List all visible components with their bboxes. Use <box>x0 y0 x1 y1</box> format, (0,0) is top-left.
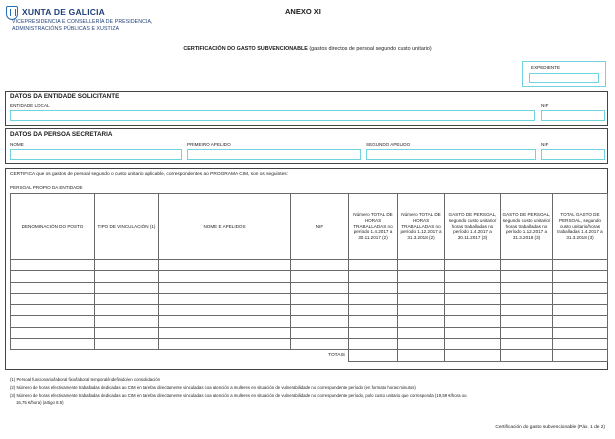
entity-section-title: DATOS DA ENTIDADE SOLICITANTE <box>10 93 120 100</box>
entity-local-label: ENTIDADE LOCAL <box>10 103 50 108</box>
secretary-name-label: NOME <box>10 142 24 147</box>
staff-table <box>10 193 608 362</box>
secretary-second-surname-field[interactable] <box>366 149 536 160</box>
footnote-1: (1) Persoal funcionario/laboral fixo/laboral temporal/indefinido/en consolidación <box>10 377 161 382</box>
header-name: NOME E APELIDOS <box>159 194 291 260</box>
logo-name: XUNTA DE GALICIA <box>22 7 106 17</box>
xunta-logo <box>6 4 186 38</box>
secretary-name-field[interactable] <box>10 149 182 160</box>
totals-row <box>11 350 608 361</box>
header-hours-period-1: Número TOTAL DE HORAS TRABALLADAS no período 1.4.2017 a 30.11.2017 (2) <box>349 194 398 260</box>
secretary-nif-field[interactable] <box>541 149 605 160</box>
table-body <box>11 260 608 362</box>
total-hours-period-1[interactable] <box>349 350 398 361</box>
page-footer: Certificación do gasto subvencionable (Páx. 1 de 2) <box>495 425 605 430</box>
total-cost-overall[interactable] <box>553 350 608 361</box>
annex-title: ANEXO XI <box>285 7 321 16</box>
certification-title <box>0 46 615 52</box>
certification-title-sub: (gastos directos de persoal segundo custo unitario) <box>309 46 432 52</box>
header-cost-period-2: GASTO DE PERSOAL, segundo custo unitario/ horas traballadas no período 1.12.2017 a 31.3.2018 (3) <box>501 194 553 260</box>
table-row <box>11 316 608 327</box>
certification-title-main: CERTIFICACIÓN DO GASTO SUBVENCIONABLE <box>183 46 308 52</box>
header-cost-period-1: GASTO DE PERSOAL, segundo custo unitario/ horas traballadas no período 1.4.2017 a 30.11.2017 (3) <box>445 194 501 260</box>
footnote-2: (2) Número de horas efectivamente traballadas dedicadas ao CIM en tarefas directamente vinculadas coa atención a mulleres en situación de vulnerabilidade no correspondente período (en formato horas:minutos) <box>10 385 416 390</box>
totals-label: TOTAIS <box>328 353 345 359</box>
table-row <box>11 305 608 316</box>
footnote-3-continued: 16,75 €/hora) (artigo 8.5) <box>16 400 64 405</box>
header-link-type: TIPO DE VINCULACIÓN (1) <box>95 194 159 260</box>
entity-nif-field[interactable] <box>541 110 605 121</box>
total-hours-period-2[interactable] <box>398 350 445 361</box>
secretary-second-surname-label: SEGUNDO APELIDO <box>366 142 411 147</box>
table-header-row <box>11 194 608 260</box>
secretary-section-title: DATOS DA PERSOA SECRETARIA <box>10 131 113 138</box>
secretary-first-surname-label: PRIMEIRO APELIDO <box>187 142 231 147</box>
header-nif: NIF <box>291 194 349 260</box>
table-row <box>11 327 608 338</box>
entity-nif-label: NIF <box>541 103 549 108</box>
certifica-text: CERTIFICA que os gastos de persoal segundo o custo unitario aplicable, correspondentes ao PROGRAMA CIM, son os seguintes: <box>10 172 289 177</box>
logo-subtitle-1: VICEPRESIDENCIA E CONSELLERÍA DE PRESIDENCIA, <box>12 19 153 25</box>
total-cost-period-1[interactable] <box>445 350 501 361</box>
header-post: DENOMINACIÓN DO POSTO <box>11 194 95 260</box>
xunta-emblem-icon <box>6 6 18 20</box>
expediente-field[interactable] <box>529 73 599 83</box>
total-cost-period-2[interactable] <box>501 350 553 361</box>
secretary-nif-label: NIF <box>541 142 549 147</box>
entity-local-field[interactable] <box>10 110 535 121</box>
secretary-first-surname-field[interactable] <box>187 149 361 160</box>
staff-table-caption: PERSOAL PROPIO DA ENTIDADE <box>10 185 83 190</box>
expediente-box <box>522 61 606 87</box>
table-row <box>11 282 608 293</box>
table-row <box>11 260 608 271</box>
table-row <box>11 271 608 282</box>
expediente-label: EXPEDIENTE <box>531 65 561 70</box>
header-hours-period-2: Número TOTAL DE HORAS TRABALLADAS no período 1.12.2017 a 31.3.2018 (2) <box>398 194 445 260</box>
logo-subtitle-2: ADMINISTRACIÓNS PÚBLICAS E XUSTIZA <box>12 26 120 32</box>
header-total-cost: TOTAL GASTO DE PERSOAL, segundo custo unitario/horas traballadas 1.4.2017 a 31.3.2018 (3) <box>553 194 608 260</box>
footnote-3: (3) Número de horas efectivamente traballadas dedicadas ao CIM en tarefas directamente vinculadas coa atención a mulleres en situación de vulnerabilidade no correspondente período, polo custo unitario que corresponda (19,59 €/hora ou <box>10 393 467 398</box>
table-row <box>11 293 608 304</box>
table-row <box>11 339 608 350</box>
